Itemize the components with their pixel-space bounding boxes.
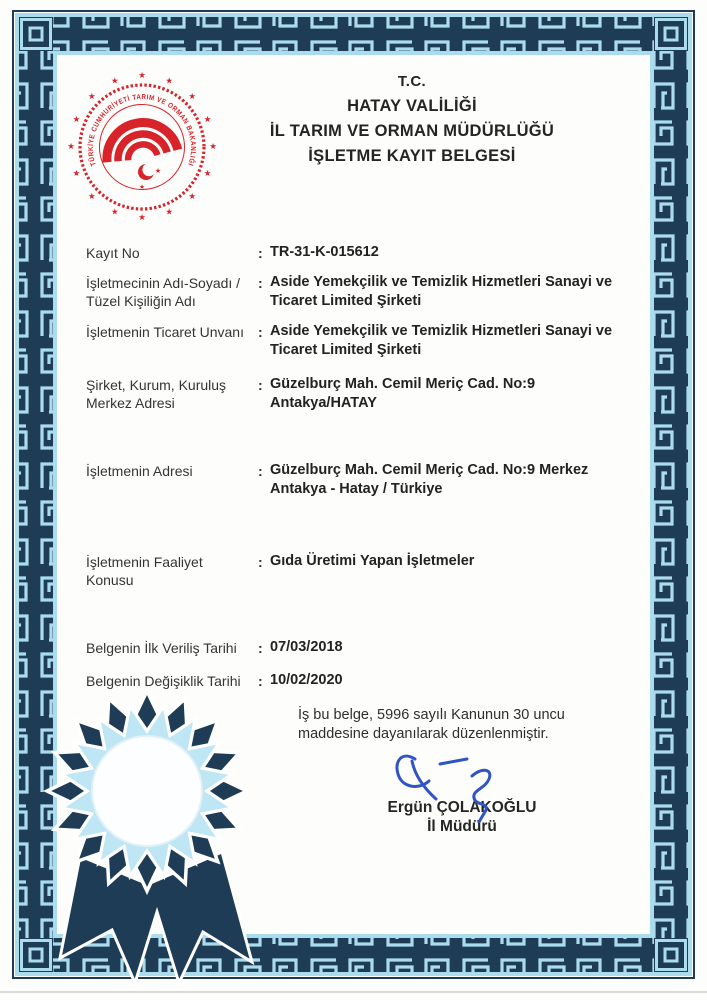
certificate-header [212,73,612,172]
seal-star-icon: ★ [110,75,119,86]
seal-star-icon: ★ [138,70,146,80]
seal-star-icon: ★ [67,141,75,151]
field-label: İşletmenin Adresi [86,463,193,479]
seal-star-icon: ★ [203,113,212,124]
seal-star-icon: ★ [209,141,217,151]
field-label: İşletmenin Ticaret Unvanı [86,324,244,340]
field-value: Güzelburç Mah. Cemil Meriç Cad. No:9 Merkez Antakya - Hatay / Türkiye [270,462,589,497]
seal-star-icon: ★ [165,206,174,217]
field-separator: : [258,324,263,340]
seal-star-icon: ★ [138,212,146,222]
field-label: İşletmecinin Adı-Soyadı / Tüzel Kişiliğin Adı [86,275,241,309]
field-value: Aside Yemekçilik ve Temizlik Hizmetleri Sanayi ve Ticaret Limited Şirketi [270,274,613,309]
field-label: Kayıt No [86,245,140,261]
field-label: Belgenin Değişiklik Tarihi [86,673,241,689]
header-directorate: İL TARIM VE ORMAN MÜDÜRLÜĞÜ [269,122,555,140]
seal-star-icon: ★ [87,191,96,202]
legal-note: İş bu belge, 5996 sayılı Kanunun 30 uncu maddesine dayanılarak düzenlenmiştir. [298,707,565,742]
field-separator: : [258,245,263,261]
header-governorship: HATAY VALİLİĞİ [347,97,477,115]
field-value: Güzelburç Mah. Cemil Meriç Cad. No:9 Antakya/HATAY [270,376,536,411]
field-separator: : [258,554,263,570]
field-separator: : [258,640,263,656]
field-label: Belgenin İlk Veriliş Tarihi [86,640,237,656]
field-value: TR-31-K-015612 [270,244,379,260]
seal-ring-text: TÜRKİYE CUMHURİYETİ TARIM VE ORMAN BAKANLIĞI [85,92,199,168]
field-separator: : [258,673,263,689]
seal-star-icon: ★ [203,168,212,179]
field-value: Aside Yemekçilik ve Temizlik Hizmetleri Sanayi ve Ticaret Limited Şirketi [270,323,613,358]
signatory-name: Ergün ÇOLAKOĞLU [387,799,537,816]
header-republic: T.C. [397,73,427,90]
signatory-title: İl Müdürü [427,818,497,835]
field-label: Şirket, Kurum, Kuruluş Merkez Adresi [86,377,227,411]
field-value: 10/02/2020 [270,672,343,688]
seal-star-icon: ★ [110,206,119,217]
seal-star-icon: ★ [188,191,197,202]
svg-text:★: ★ [154,168,162,175]
field-value: Gıda Üretimi Yapan İşletmeler [270,553,475,569]
seal-star-icon: ★ [72,168,81,179]
seal-star-icon: ★ [72,113,81,124]
seal-star-icon: ★ [188,90,197,101]
field-separator: : [258,377,263,393]
seal-star-icon: ★ [87,90,96,101]
field-label: İşletmenin Faaliyet Konusu [86,554,203,588]
field-value: 07/03/2018 [270,639,343,655]
seal-bottom-star-icon: ★ [139,184,145,191]
field-separator: : [258,275,263,291]
field-separator: : [258,463,263,479]
page-title: İŞLETME KAYIT BELGESİ [308,147,516,165]
signature-ink [388,743,528,823]
seal-star-icon: ★ [165,75,174,86]
